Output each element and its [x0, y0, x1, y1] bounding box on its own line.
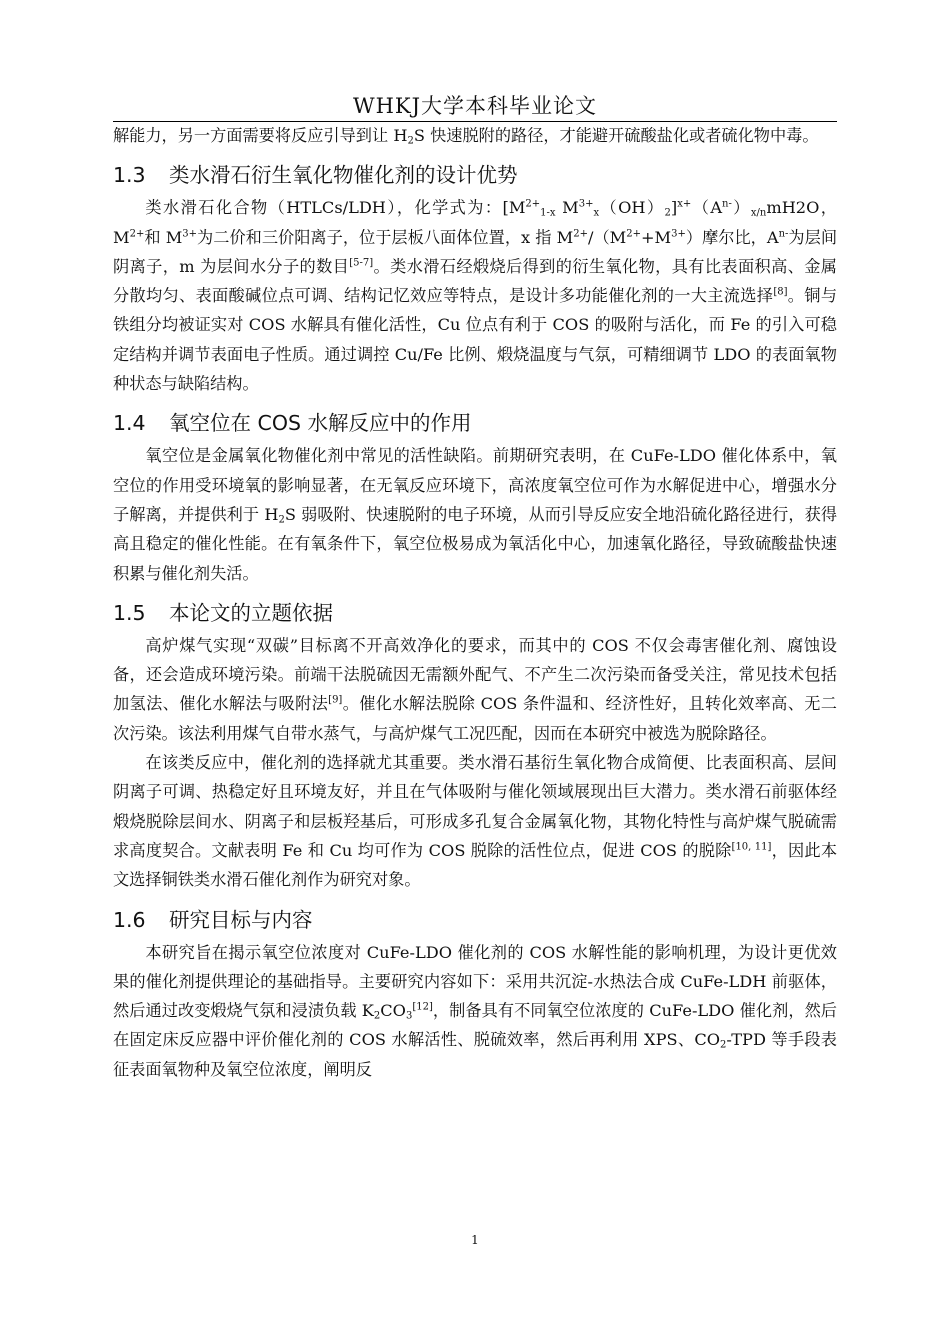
- section-title: 本论文的立题依据: [169, 600, 333, 625]
- citation: [12]: [412, 1001, 433, 1013]
- page-header: [113, 91, 837, 122]
- paragraph-1-4-1: 氧空位是金属氧化物催化剂中常见的活性缺陷。前期研究表明，在 CuFe-LDO 催化体系中，氧空位的作用受环境氧的影响显著，在无氧反应环境下，高浓度氧空位可作为水解促进中心，增强水分子解离，并提供利于 $H_2S$ 弱吸附、快速脱附的电子环境，从而引导反应安全地沿硫化路径进行，获得高且稳定的催化性能。在有氧条件下，氧空位极易成为氧活化中心，加速氧化路径，导致硫酸盐快速积累与催化剂失活。: [113, 446, 838, 583]
- header-title: WHKJ大学本科毕业论文: [352, 94, 597, 118]
- citation: [8]: [773, 286, 788, 298]
- paragraph-1-6-1: 本研究旨在揭示氧空位浓度对 CuFe-LDO 催化剂的 COS 水解性能的影响机理，为设计更优效果的催化剂提供理论的基础指导。主要研究内容如下：采用共沉淀-水热法合成 CuFe-LDH 前驱体，然后通过改变煅烧气氛和浸渍负载 $K_2CO_3[12]$，制备具有不同氧空位浓度的 CuFe-LDO 催化剂，然后在固定床反应器中评价催化剂的 COS 水解活性、脱硫效率，然后再利用 XPS、$CO_2$-TPD 等手段表征表面氧物种及氧空位浓度，阐明反: [113, 942, 837, 1079]
- section-title: 氧空位在 COS 水解反应中的作用: [169, 411, 472, 436]
- citation: [10, 11]: [731, 841, 772, 853]
- section-heading-1-3: [113, 150, 837, 193]
- page-footer: [0, 1232, 950, 1248]
- section-number: 1.4: [113, 411, 146, 436]
- section-heading-1-5: [113, 588, 837, 631]
- citation: [5-7]: [349, 257, 374, 269]
- paragraph-1-3-1: 类水滑石化合物（HTLCs/LDH），化学式为：[$M^{2+}_{1-x}$ $M^{3+}_x(OH)_2]^{x+}(A^{n-})_{x/n}mH2O$，$M^{2+}$和 $M^{3+}$为二价和三价阳离子，位于层板八面体位置，x 指 $M^{2+}/(M^{2+}+M^{3+})$摩尔比，$A^{n-}$为层间阴离子，m 为层间水分子的数目[5-7]。类水滑石经煅烧后得到的衍生氧化物，具有比表面积高、金属分散均匀、表面酸碱位点可调、结构记忆效应等特点，是设计多功能催化剂的一大主流选择[8]。铜与铁组分均被证实对 COS 水解具有催化活性，Cu 位点有利于 COS 的吸附与活化，而 Fe 的引入可稳定结构并调节表面电子性质。通过调控 Cu/Fe 比例、煅烧温度与气氛，可精细调节 LDO 的表面氧物种状态与缺陷结构。: [113, 198, 838, 394]
- paragraph-1-5-2: 在该类反应中，催化剂的选择就尤其重要。类水滑石基衍生氧化物合成简便、比表面积高、层间阴离子可调、热稳定好且环境友好，并且在气体吸附与催化领域展现出巨大潜力。类水滑石前驱体经煅烧脱除层间水、阴离子和层板羟基后，可形成多孔复合金属氧化物，其物化特性与高炉煤气脱硫需求高度契合。文献表明 Fe 和 Cu 均可作为 COS 脱除的活性位点，促进 COS 的脱除[10, 11]，因此本文选择铜铁类水滑石催化剂作为研究对象。: [113, 753, 838, 890]
- document-body: [113, 121, 837, 1084]
- section-heading-1-6: [113, 895, 837, 938]
- page-number: 1: [471, 1233, 479, 1247]
- section-title: 类水滑石衍生氧化物催化剂的设计优势: [169, 163, 518, 188]
- section-title: 研究目标与内容: [169, 907, 313, 932]
- section-heading-1-4: [113, 398, 837, 441]
- intro-paragraph: 解能力，另一方面需要将反应引导到让 $H_2S$ 快速脱附的路径，才能避开硫酸盐化或者硫化物中毒。: [113, 126, 819, 147]
- citation: [9]: [328, 694, 343, 706]
- paragraph-1-5-1: 高炉煤气实现“双碳”目标离不开高效净化的要求，而其中的 COS 不仅会毒害催化剂、腐蚀设备，还会造成环境污染。前端干法脱硫因无需额外配气、不产生二次污染而备受关注，常见技术包括加氢法、催化水解法与吸附法[9]。催化水解法脱除 COS 条件温和、经济性好，且转化效率高、无二次污染。该法利用煤气自带水蒸气，与高炉煤气工况匹配，因而在本研究中被选为脱除路径。: [113, 635, 837, 743]
- section-number: 1.5: [113, 600, 146, 625]
- section-number: 1.3: [113, 163, 146, 188]
- section-number: 1.6: [113, 907, 146, 932]
